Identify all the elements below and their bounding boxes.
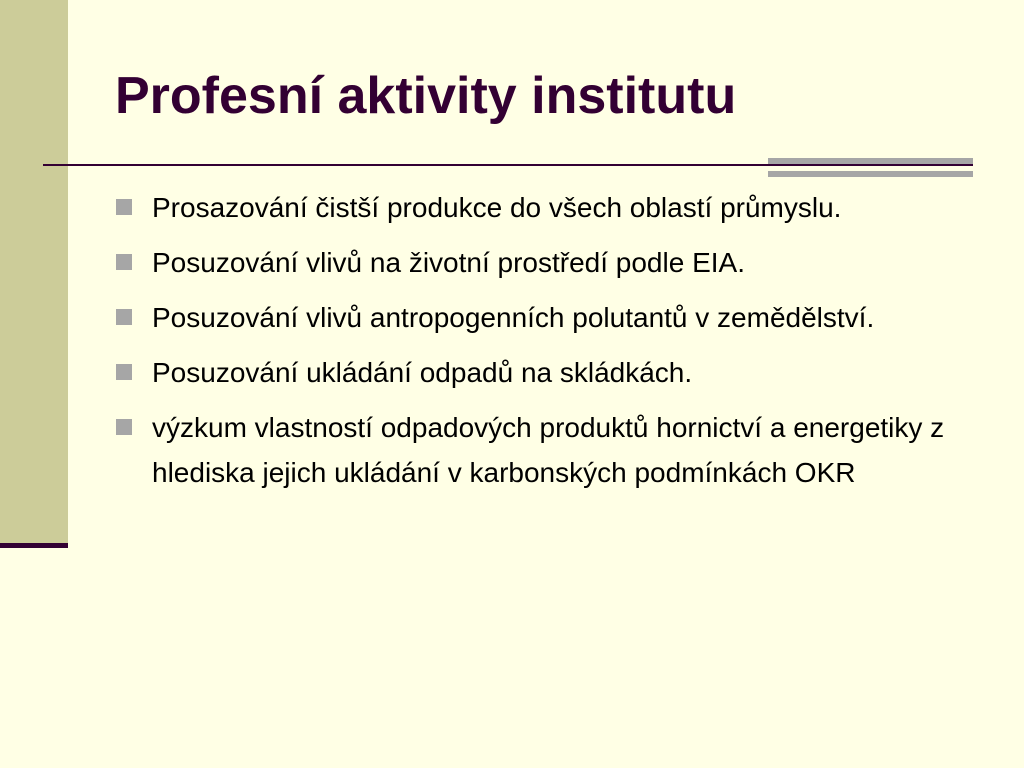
decorative-gray-bar-bottom — [768, 171, 973, 177]
slide-title: Profesní aktivity institutu — [115, 67, 737, 125]
square-bullet-icon — [116, 364, 132, 380]
decorative-gray-bar-top — [768, 158, 973, 164]
bullet-text: Posuzování vlivů na životní prostředí podle EIA. — [152, 247, 745, 278]
title-divider-line — [43, 164, 973, 166]
bullet-item — [116, 295, 946, 340]
bullet-item — [116, 350, 946, 395]
square-bullet-icon — [116, 199, 132, 215]
bullet-text: Prosazování čistší produkce do všech oblastí průmyslu. — [152, 192, 842, 223]
bullet-item — [116, 405, 946, 495]
bullet-text: Posuzování vlivů antropogenních polutantů v zemědělství. — [152, 302, 875, 333]
square-bullet-icon — [116, 254, 132, 270]
bullet-text: výzkum vlastností odpadových produktů hornictví a energetiky z hlediska jejich ukládání v karbonských podmínkách OKR — [152, 412, 945, 488]
square-bullet-icon — [116, 419, 132, 435]
bullet-item — [116, 185, 946, 230]
left-accent-line — [0, 543, 68, 548]
left-decorative-band — [0, 0, 68, 545]
square-bullet-icon — [116, 309, 132, 325]
bullet-text: Posuzování ukládání odpadů na skládkách. — [152, 357, 693, 388]
bullet-item — [116, 240, 946, 285]
bullet-list — [116, 185, 946, 505]
